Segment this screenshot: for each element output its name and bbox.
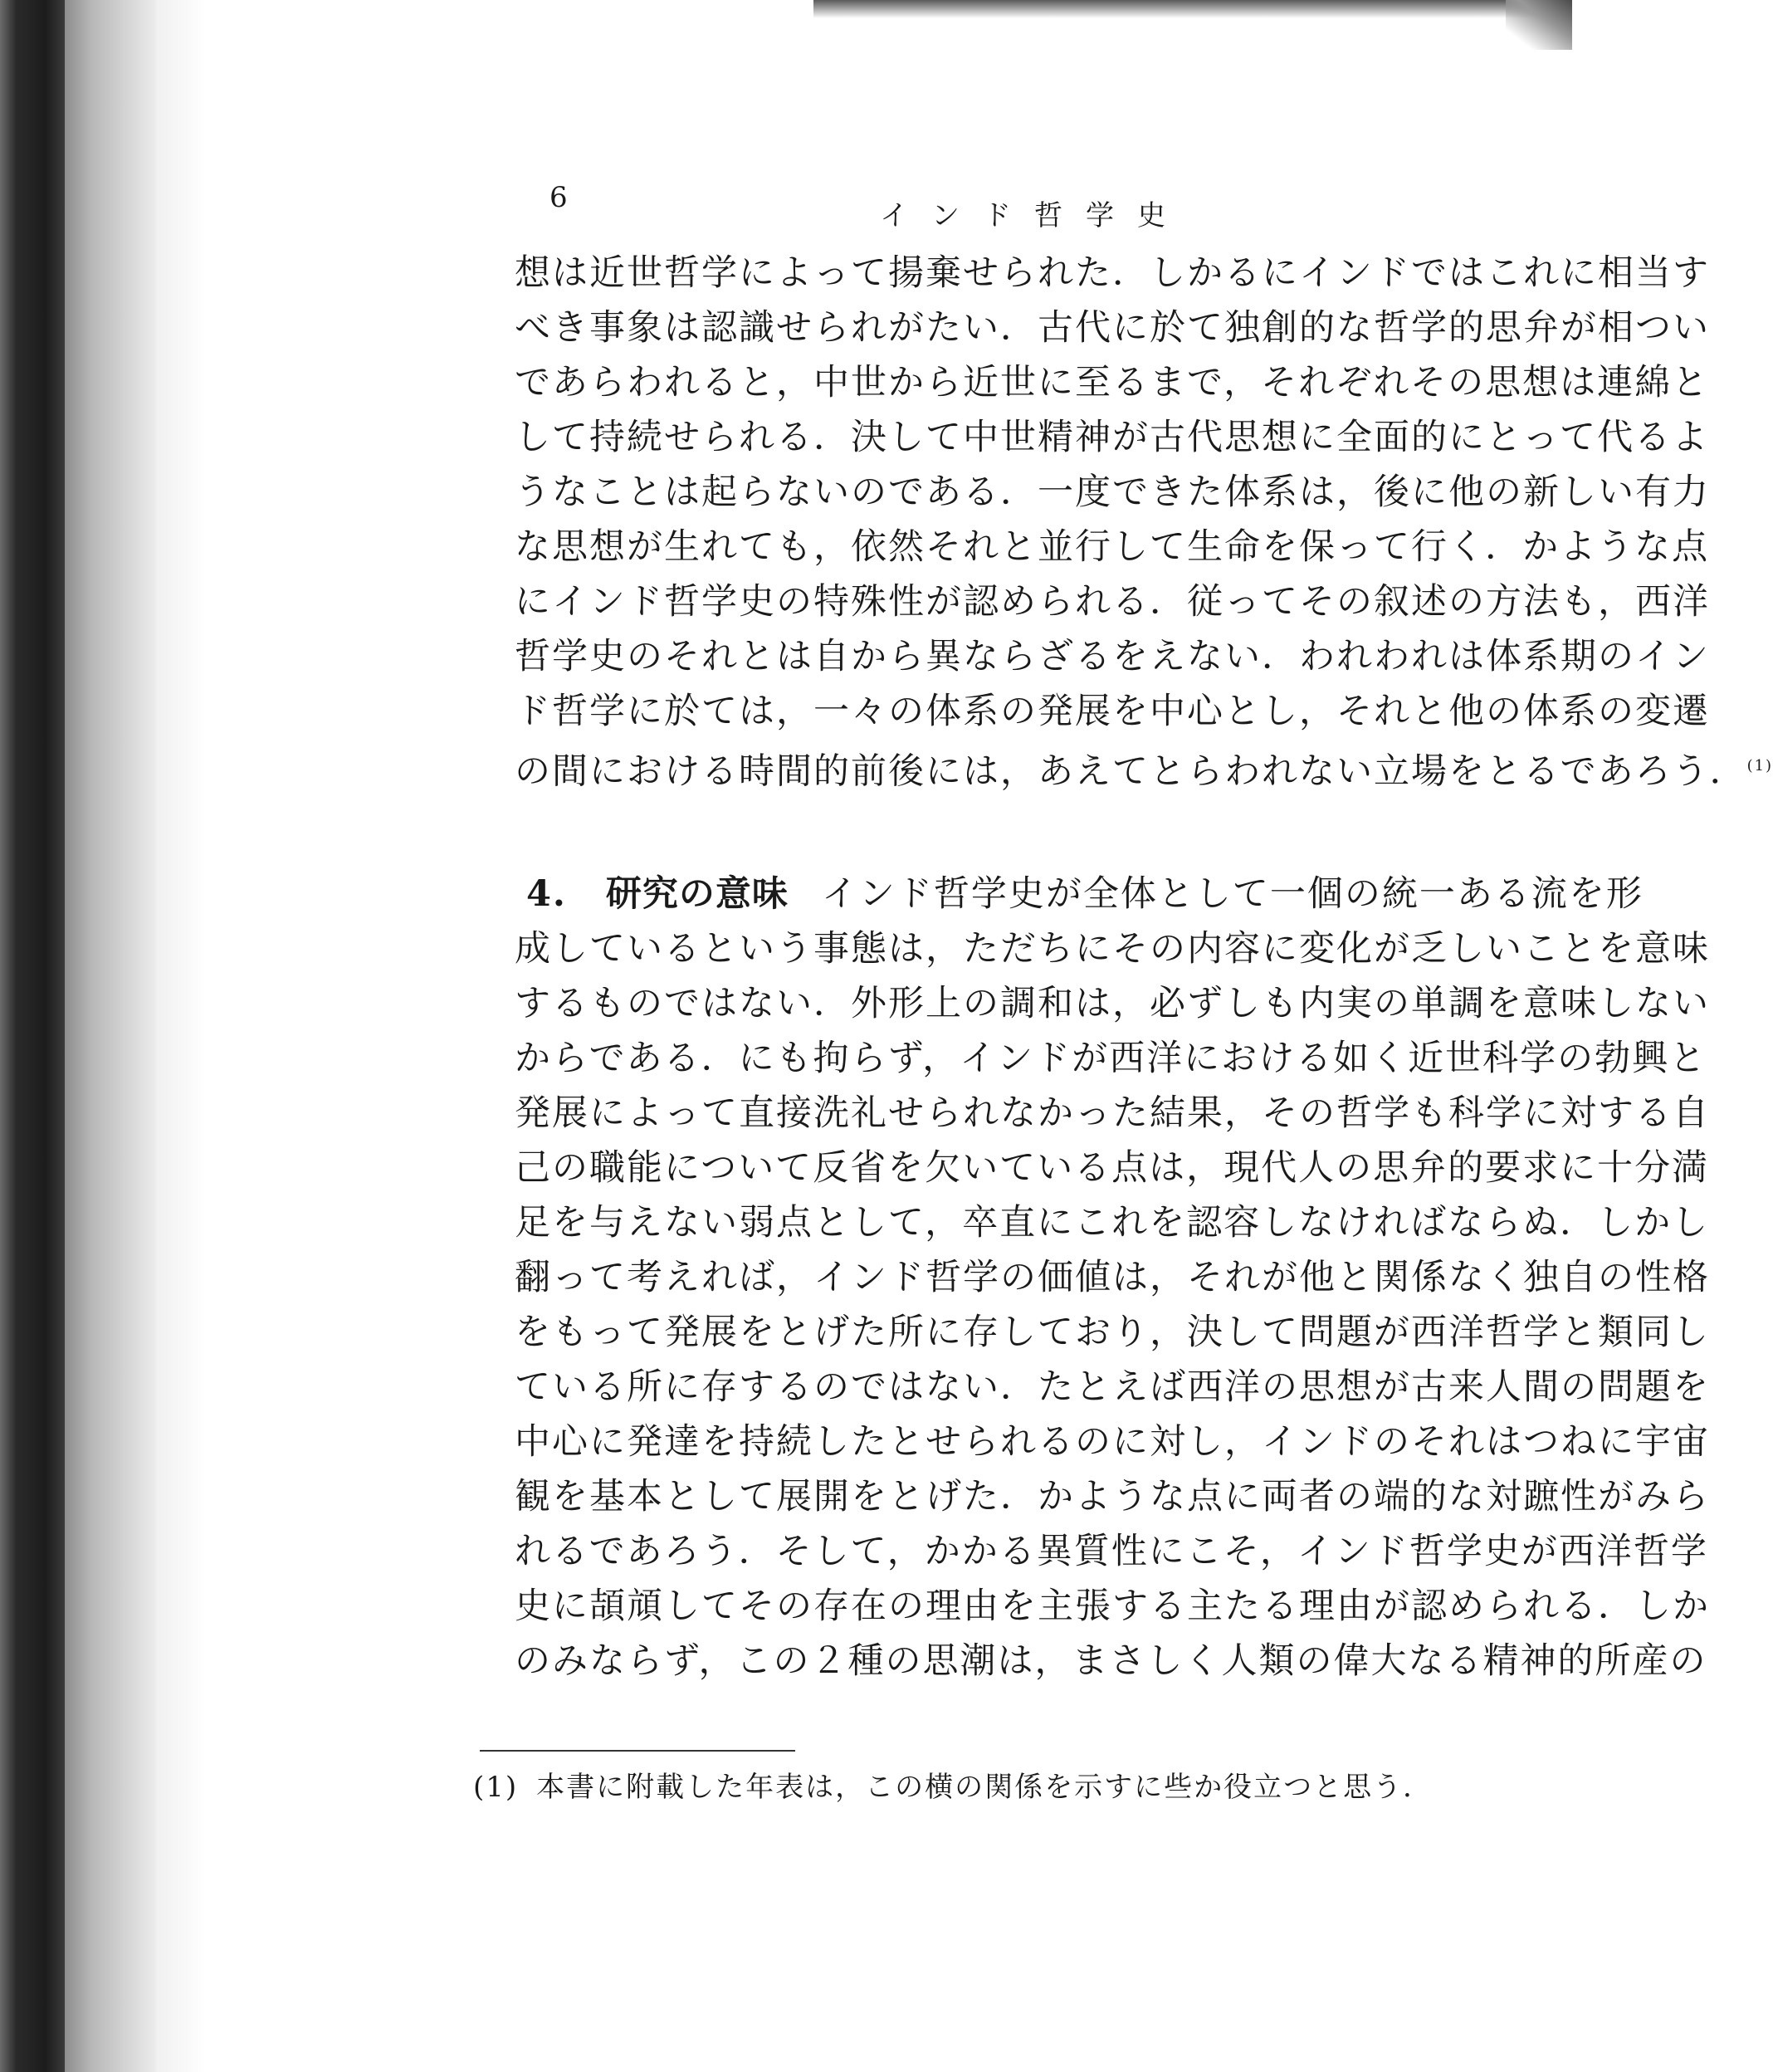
text-line: 中心に発達を持続したとせられるのに対し，インドのそれはつねに宇宙 [515, 1421, 1710, 1463]
footnote-label: (1) [473, 1771, 519, 1804]
text-line: ド哲学に於ては，一々の体系の発展を中心とし，それと他の体系の変遷 [515, 691, 1710, 732]
text-line [515, 739, 1773, 799]
footnote-text: 本書に附載した年表は，この横の関係を示すに些か役立つと思う． [536, 1771, 1434, 1804]
text-line: からである．にも拘らず，インドが西洋における如く近世科学の勃興と [515, 1038, 1707, 1079]
text-line: 哲学史のそれとは自から異ならざるをえない．われわれは体系期のイン [515, 636, 1710, 677]
footnote-reference[interactable]: (1) [1746, 757, 1773, 775]
page-number: 6 [549, 181, 568, 214]
footnote-divider [480, 1750, 795, 1752]
text-line-content: の間における時間的前後には，あえてとらわれない立場をとるであろう． [515, 750, 1747, 793]
paragraph-1 [515, 246, 1773, 799]
text-line: ている所に存するのではない．たとえば西洋の思想が古来人間の問題を [515, 1366, 1710, 1408]
text-line: うなことは起らないのである．一度できた体系は，後に他の新しい有力 [515, 472, 1710, 513]
section-heading-line [515, 867, 1644, 921]
top-edge-shadow [813, 0, 1572, 18]
section-title: 研究の意味 [605, 873, 789, 915]
text-line: して持続せられる．決して中世精神が古代思想に全面的にとって代るよ [515, 417, 1710, 458]
text-line: にインド哲学史の特殊性が認められる．従ってその叙述の方法も，西洋 [515, 581, 1710, 623]
text-line: 観を基本として展開をとげた．かような点に両者の端的な対蹠性がみら [515, 1476, 1710, 1517]
text-line: 成しているという事態は，ただちにその内容に変化が乏しいことを意味 [515, 928, 1710, 970]
text-line: べき事象は認識せられがたい．古代に於て独創的な哲学的思弁が相つい [515, 307, 1710, 349]
book-spine-shadow [0, 0, 65, 2072]
text-line: をもって発展をとげた所に存しており，決して問題が西洋哲学と類同し [515, 1312, 1710, 1353]
text-line-content: インド哲学史が全体として一個の統一ある流を形 [821, 873, 1644, 915]
text-line: 足を与えない弱点として，卒直にこれを認容しなければならぬ．しかし [515, 1202, 1710, 1244]
corner-shadow [1506, 0, 1572, 50]
section-4 [515, 867, 1710, 1688]
text-line: 己の職能について反省を欠いている点は，現代人の思弁的要求に十分満 [515, 1147, 1710, 1189]
page-edge-shadow [65, 0, 156, 2072]
text-line: 史に頡頏してその存在の理由を主張する主たる理由が認められる．しか [515, 1586, 1710, 1627]
text-line: のみならず，この２種の思潮は，まさしく人類の偉大なる精神的所産の [515, 1640, 1707, 1682]
text-line: であらわれると，中世から近世に至るまで，それぞれその思想は連綿と [515, 362, 1710, 403]
footnote [473, 1767, 1433, 1808]
text-line: するものではない．外形上の調和は，必ずしも内実の単調を意味しない [515, 983, 1710, 1024]
page-gutter [156, 0, 206, 2072]
section-number: 4. [526, 873, 567, 915]
text-line: な思想が生れても，依然それと並行して生命を保って行く．かような点 [515, 526, 1710, 568]
text-line: 想は近世哲学によって揚棄せられた．しかるにインドではこれに相当す [515, 252, 1710, 294]
text-line: 翻って考えれば，インド哲学の価値は，それが他と関係なく独自の性格 [515, 1257, 1710, 1298]
running-head: インド哲学史 [880, 199, 1189, 232]
text-line: れるであろう．そして，かかる異質性にこそ，インド哲学史が西洋哲学 [515, 1531, 1708, 1572]
text-line: 発展によって直接洗礼せられなかった結果，その哲学も科学に対する自 [515, 1092, 1710, 1134]
